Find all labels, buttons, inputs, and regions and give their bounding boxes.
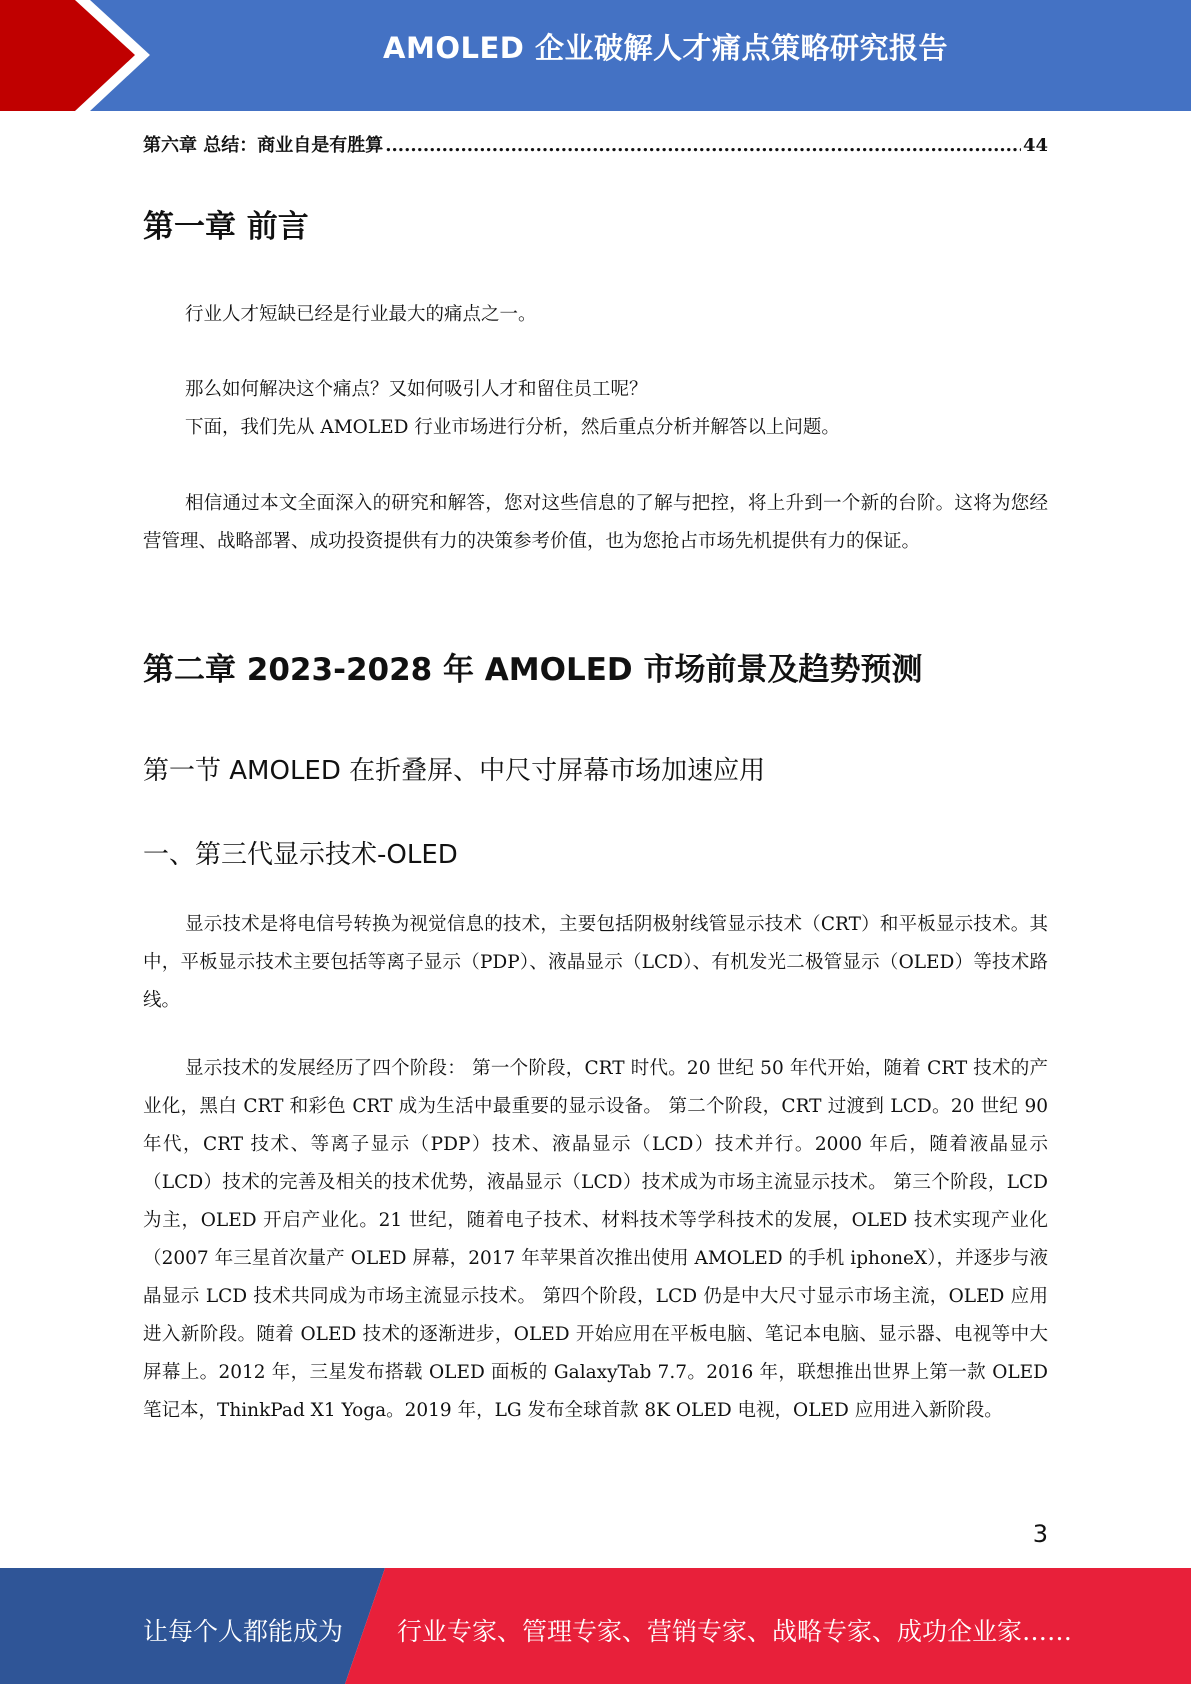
paragraph-1: 行业人才短缺已经是行业最大的痛点之一。 [185,304,537,325]
footer-band [0,1568,1191,1684]
header-arrow-icon [0,0,160,111]
section-1-heading: 第一节 AMOLED 在折叠屏、中尺寸屏幕市场加速应用 [143,756,766,786]
paragraph-2a: 那么如何解决这个痛点？又如何吸引人才和留住员工呢？ [185,379,648,400]
paragraph-2b: 下面，我们先从 AMOLED 行业市场进行分析，然后重点分析并解答以上问题。 [185,417,840,438]
toc-leader-dots [385,135,1021,156]
header-band [0,0,1191,111]
toc-entry[interactable] [143,131,1048,157]
footer-slogan-right: 行业专家、管理专家、营销专家、战略专家、成功企业家…… [397,1617,1073,1646]
paragraph-4: 显示技术是将电信号转换为视觉信息的技术，主要包括阴极射线管显示技术（CRT）和平板显示技术。其中，平板显示技术主要包括等离子显示（PDP）、液晶显示（LCD）、有机发光二极管显示（OLED）等技术路线。 [143,914,1048,1011]
toc-entry-label: 第六章 总结：商业自是有胜算 [143,135,384,156]
footer-slogan-left: 让每个人都能成为 [143,1617,344,1646]
toc-entry-page: 44 [1022,135,1048,156]
report-title: AMOLED 企业破解人才痛点策略研究报告 [383,31,948,65]
paragraph-3: 相信通过本文全面深入的研究和解答，您对这些信息的了解与把控，将上升到一个新的台阶。这将为您经营管理、战略部署、成功投资提供有力的决策参考价值，也为您抢占市场先机提供有力的保证。 [143,493,1048,552]
paragraph-5: 显示技术的发展经历了四个阶段： 第一个阶段，CRT 时代。20 世纪 50 年代开始，随着 CRT 技术的产业化，黑白 CRT 和彩色 CRT 成为生活中最重要的显示设备。 第二个阶段，CRT 过渡到 LCD。20 世纪 90 年代，CRT 技术、等离子显示（PDP）技术、液晶显示（LCD）技术并行。2000 年后，随着液晶显示（LCD）技术的完善及相关的技术优势，液晶显示（LCD）技术成为市场主流显示技术。 第三个阶段，LCD 为主，OLED 开启产业化。21 世纪，随着电子技术、材料技术等学科技术的发展，OLED 技术实现产业化（2007 年三星首次量产 OLED 屏幕，2017 年苹果首次推出使用 AMOLED 的手机 iphoneX），并逐步与液晶显示 LCD 技术共同成为市场主流显示技术。 第四个阶段，LCD 仍是中大尺寸显示市场主流，OLED 应用进入新阶段。随着 OLED 技术的逐渐进步，OLED 开始应用在平板电脑、笔记本电脑、显示器、电视等中大屏幕上。2012 年，三星发布搭载 OLED 面板的 GalaxyTab 7.7。2016 年，联想推出世界上第一款 OLED 笔记本，ThinkPad X1 Yoga。2019 年，LG 发布全球首款 8K OLED 电视，OLED 应用进入新阶段。 [143,1058,1048,1421]
chapter-1-heading: 第一章 前言 [143,209,309,245]
subsection-1-heading: 一、第三代显示技术-OLED [143,840,458,870]
chapter-2-heading: 第二章 2023-2028 年 AMOLED 市场前景及趋势预测 [143,652,923,688]
page-number: 3 [1032,1520,1048,1548]
